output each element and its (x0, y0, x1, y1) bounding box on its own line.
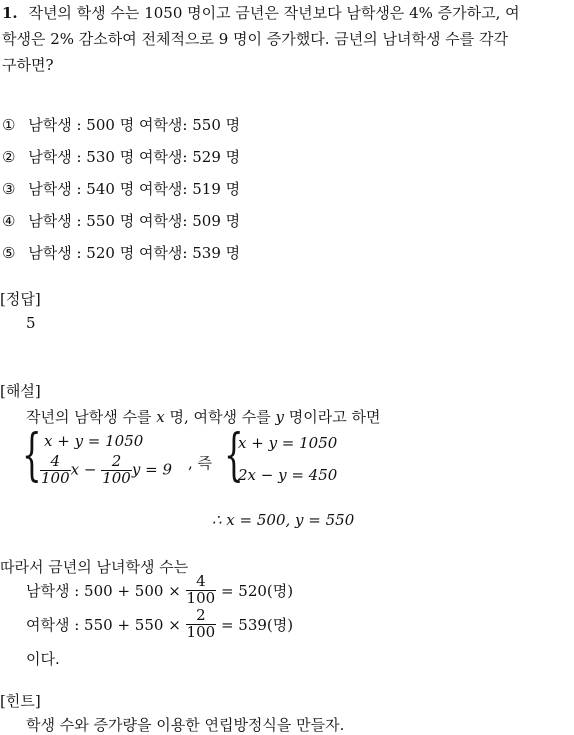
choice-1[interactable] (2, 114, 240, 135)
solution-intro-text: 명, 여학생 수를 (164, 408, 276, 426)
fraction (186, 608, 217, 641)
choice-3[interactable] (2, 178, 240, 199)
fraction (40, 454, 71, 487)
eq-middle: x − (70, 460, 102, 479)
choice-marker: ① (2, 116, 16, 134)
answer-heading: [정답] (0, 290, 41, 308)
numerator: 2 (111, 452, 122, 470)
question-number: 1. (2, 4, 18, 22)
system1-eq2 (40, 454, 172, 487)
fraction (101, 454, 132, 487)
choice-marker: ④ (2, 212, 16, 230)
choice-4[interactable] (2, 210, 240, 231)
choice-text: 남학생 : 550 명 여학생: 509 명 (28, 212, 241, 230)
system2-eq2: 2x − y = 450 (238, 466, 338, 484)
ending-text: 이다. (26, 650, 60, 668)
system1-eq1: x + y = 1050 (44, 432, 144, 450)
solution-heading: [해설] (0, 382, 41, 400)
left-brace-icon: { (22, 423, 42, 488)
system2-eq1: x + y = 1050 (238, 434, 338, 452)
female-calculation (26, 608, 293, 641)
choice-text: 남학생 : 540 명 여학생: 519 명 (28, 180, 241, 198)
answer-value: 5 (26, 314, 36, 332)
equation-system-1 (22, 423, 182, 496)
fraction (186, 574, 217, 607)
choice-text: 남학생 : 530 명 여학생: 529 명 (28, 148, 241, 166)
denominator: 100 (102, 468, 131, 487)
connector-text: , 즉 (188, 454, 213, 472)
question-text-1: 작년의 학생 수는 1050 명이고 금년은 작년보다 남학생은 4% 증가하고, 여 (28, 4, 520, 22)
numerator: 4 (50, 452, 61, 470)
choice-2[interactable] (2, 146, 240, 167)
numerator: 4 (196, 572, 206, 590)
solution-intro-text: 명이라고 하면 (283, 408, 381, 426)
calc-text: 남학생 : 500 + 500 × (26, 581, 186, 600)
variable-x: x (156, 408, 165, 426)
calc-text: = 539(명) (216, 615, 294, 634)
solution-intro-text: 작년의 남학생 수를 (26, 408, 157, 426)
solution-intro (26, 406, 380, 427)
choice-text: 남학생 : 520 명 여학생: 539 명 (28, 244, 241, 262)
numerator: 2 (196, 606, 206, 624)
denominator: 100 (186, 588, 216, 607)
question-text-2: 학생은 2% 감소하여 전체적으로 9 명이 증가했다. 금년의 남녀학생 수를 각각 (2, 30, 509, 48)
hint-heading: [힌트] (0, 692, 41, 710)
choice-5[interactable] (2, 242, 240, 263)
choice-text: 남학생 : 500 명 여학생: 550 명 (28, 116, 241, 134)
question-line-1 (2, 2, 520, 23)
denominator: 100 (41, 468, 70, 487)
hint-text: 학생 수와 증가량을 이용한 연립방정식을 만들자. (26, 716, 345, 734)
variable-y: y (275, 408, 284, 426)
denominator: 100 (186, 622, 216, 641)
male-calculation (26, 574, 293, 607)
question-text-3: 구하면? (2, 56, 54, 74)
choice-marker: ② (2, 148, 16, 166)
eq-end: y = 9 (131, 460, 172, 479)
choice-marker: ③ (2, 180, 16, 198)
left-brace-icon: { (224, 423, 244, 488)
equation-system-2 (224, 423, 364, 496)
calc-text: 여학생 : 550 + 550 × (26, 615, 186, 634)
conclusion-text: 따라서 금년의 남녀학생 수는 (0, 558, 189, 576)
choice-marker: ⑤ (2, 244, 16, 262)
calc-text: = 520(명) (216, 581, 294, 600)
therefore-result: ∴ x = 500, y = 550 (212, 511, 355, 529)
